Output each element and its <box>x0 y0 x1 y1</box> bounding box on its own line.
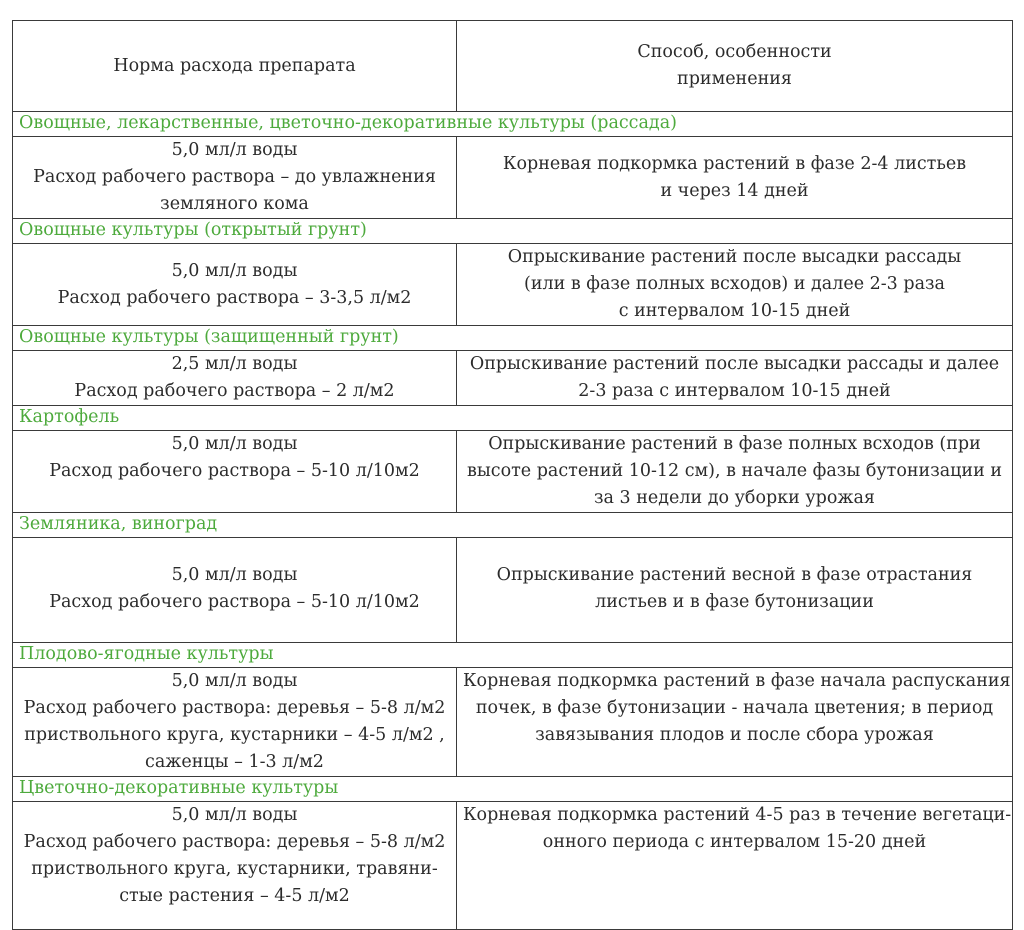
norm-cell <box>13 538 457 643</box>
method-line: и через 14 дней <box>660 181 809 201</box>
norm-line: стые растения – 4-5 л/м2 <box>119 886 350 906</box>
method-line: Корневая подкормка растений в фазе 2-4 листьев <box>502 154 967 174</box>
method-line: листьев и в фазе бутонизации <box>595 592 874 612</box>
method-line: высоте растений 10-12 см), в начале фазы бутонизации и <box>466 461 1002 481</box>
norm-line: 5,0 мл/л воды <box>171 434 298 454</box>
norm-cell <box>13 431 457 513</box>
norm-line: Расход рабочего раствора: деревья – 5-8 л/м2 <box>23 698 446 718</box>
method-line: онного периода с интервалом 15-20 дней <box>542 832 927 852</box>
category-row <box>13 219 1013 244</box>
category-label: Плодово-ягодные культуры <box>13 643 1013 668</box>
method-line: за 3 недели до уборки урожая <box>594 488 875 508</box>
category-label: Земляника, виноград <box>13 513 1013 538</box>
method-line: (или в фазе полных всходов) и далее 2-3 раза <box>524 274 945 294</box>
norm-line: Расход рабочего раствора: деревья – 5-8 л/м2 <box>23 832 446 852</box>
table-row <box>13 244 1013 326</box>
header-method-line: применения <box>677 69 792 89</box>
norm-line: 2,5 мл/л воды <box>171 354 298 374</box>
norm-line: земляного кома <box>160 194 309 214</box>
norm-line: 5,0 мл/л воды <box>171 261 298 281</box>
table-row <box>13 351 1013 406</box>
norm-line: Расход рабочего раствора – 5-10 л/10м2 <box>49 592 420 612</box>
category-label: Картофель <box>13 406 1013 431</box>
method-line: с интервалом 10-15 дней <box>618 301 851 321</box>
norm-cell <box>13 244 457 326</box>
category-row <box>13 406 1013 431</box>
method-cell <box>457 351 1013 406</box>
category-row <box>13 326 1013 351</box>
method-cell <box>457 802 1013 930</box>
norm-cell <box>13 802 457 930</box>
method-line: Корневая подкормка растений в фазе начала распускания <box>463 671 1011 691</box>
method-line: завязывания плодов и после сбора урожая <box>535 725 934 745</box>
norm-line: 5,0 мл/л воды <box>171 671 298 691</box>
method-cell <box>457 538 1013 643</box>
method-line: Корневая подкормка растений 4-5 раз в течение вегетаци- <box>463 805 1012 825</box>
norm-line: Расход рабочего раствора – 5-10 л/10м2 <box>49 461 420 481</box>
norm-cell <box>13 668 457 777</box>
header-method-line: Способ, особенности <box>637 42 832 62</box>
table-row <box>13 431 1013 513</box>
method-cell <box>457 244 1013 326</box>
method-line: Опрыскивание растений весной в фазе отрастания <box>496 565 973 585</box>
method-line: 2-3 раза с интервалом 10-15 дней <box>578 381 891 401</box>
norm-line: саженцы – 1-3 л/м2 <box>145 752 324 772</box>
norm-cell <box>13 351 457 406</box>
method-cell <box>457 668 1013 777</box>
table-row <box>13 668 1013 777</box>
header-method <box>457 21 1013 112</box>
header-norm <box>13 21 457 112</box>
norm-line: Расход рабочего раствора – 2 л/м2 <box>74 381 395 401</box>
method-line: Опрыскивание растений в фазе полных всходов (при <box>488 434 981 454</box>
category-label: Цветочно-декоративные культуры <box>13 777 1013 802</box>
header-norm-text: Норма расхода препарата <box>113 55 356 76</box>
table-row <box>13 802 1013 930</box>
norm-line: 5,0 мл/л воды <box>171 140 298 160</box>
method-cell <box>457 137 1013 219</box>
table-row <box>13 538 1013 643</box>
norm-line: приствольного круга, кустарники, травяни- <box>31 859 438 879</box>
norm-line: 5,0 мл/л воды <box>171 565 298 585</box>
category-row <box>13 777 1013 802</box>
category-row <box>13 513 1013 538</box>
category-row <box>13 643 1013 668</box>
table-header-row <box>13 21 1013 112</box>
method-cell <box>457 431 1013 513</box>
category-label: Овощные культуры (защищенный грунт) <box>13 326 1013 351</box>
norm-line: Расход рабочего раствора – до увлажнения <box>33 167 436 187</box>
norm-line: 5,0 мл/л воды <box>171 805 298 825</box>
category-label: Овощные культуры (открытый грунт) <box>13 219 1013 244</box>
category-label: Овощные, лекарственные, цветочно-декоративные культуры (рассада) <box>13 112 1013 137</box>
method-line: Опрыскивание растений после высадки рассады и далее <box>469 354 1000 374</box>
table-row <box>13 137 1013 219</box>
method-line: почек, в фазе бутонизации - начала цветения; в период <box>475 698 994 718</box>
method-line: Опрыскивание растений после высадки рассады <box>507 247 962 267</box>
norm-line: Расход рабочего раствора – 3-3,5 л/м2 <box>57 288 412 308</box>
norm-line: приствольного круга, кустарники – 4-5 л/м2 , <box>24 725 445 745</box>
norm-cell <box>13 137 457 219</box>
dosage-table <box>12 20 1013 930</box>
category-row <box>13 112 1013 137</box>
